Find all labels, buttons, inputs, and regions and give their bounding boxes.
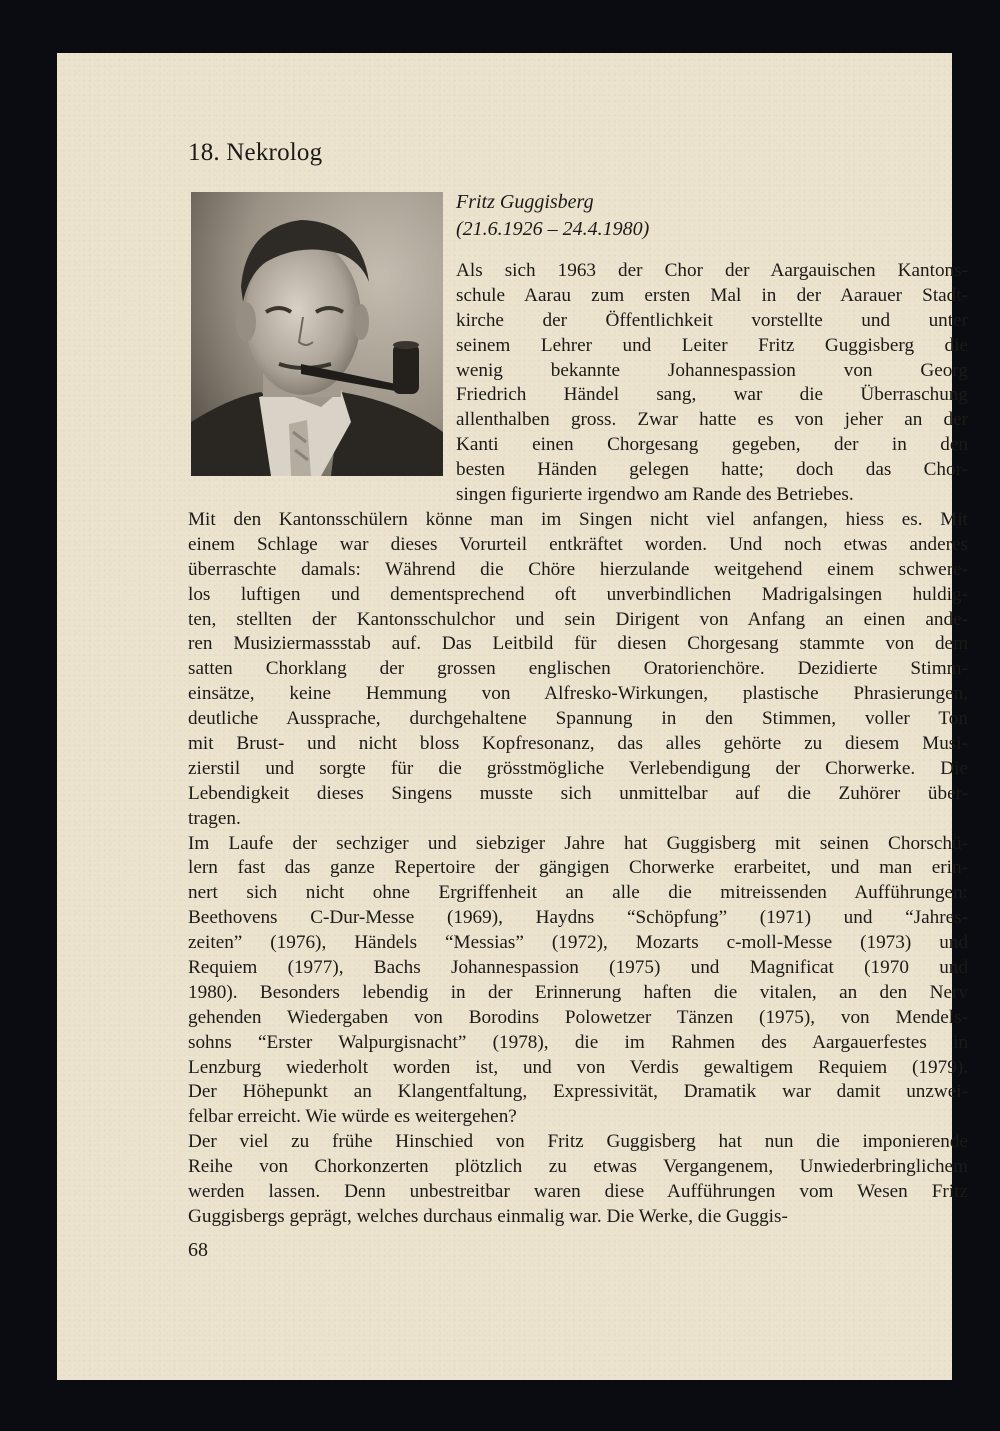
text-line: zeiten” (1976), Händels “Messias” (1972), Mozarts c-moll-Messe (1973) und xyxy=(188,932,968,954)
text-line: wenig bekannte Johannespassion von Georg xyxy=(456,359,968,381)
text-line: werden lassen. Denn unbestreitbar waren diese Aufführungen vom Wesen Fritz xyxy=(188,1181,968,1203)
text-line: Guggisbergs geprägt, welches durchaus einmalig war. Die Werke, die Guggis- xyxy=(188,1205,788,1227)
text-line: Der Höhepunkt an Klangentfaltung, Expressivität, Dramatik war damit unzwei- xyxy=(188,1081,968,1103)
text-line: gehenden Wiedergaben von Borodins Polowetzer Tänzen (1975), von Mendels- xyxy=(188,1006,968,1028)
text-line: zierstil und sorgte für die grösstmögliche Verlebendigung der Chorwerke. Die xyxy=(188,757,968,779)
text-line: sohns “Erster Walpurgisnacht” (1978), die im Rahmen des Aargauerfestes in xyxy=(188,1031,968,1053)
text-line: ten, stellten der Kantonsschulchor und sein Dirigent von Anfang an einen ande- xyxy=(188,608,968,630)
text-line: Reihe von Chorkonzerten plötzlich zu etwas Vergangenem, Unwiederbringlichem xyxy=(188,1156,968,1178)
text-line: Kanti einen Chorgesang gegeben, der in den xyxy=(456,434,968,456)
subject-name: Fritz Guggisberg xyxy=(456,191,594,213)
text-line: Der viel zu frühe Hinschied von Fritz Guggisberg hat nun die imponierende xyxy=(188,1131,968,1153)
text-line: 1980). Besonders lebendig in der Erinnerung haften die vitalen, an den Nerv xyxy=(188,981,968,1003)
portrait-photo xyxy=(191,192,443,476)
chapter-heading: 18. Nekrolog xyxy=(188,139,323,166)
text-line: ren Musiziermassstab auf. Das Leitbild für diesen Chorgesang stammte von dem xyxy=(188,633,968,655)
portrait-photo-icon xyxy=(191,192,443,476)
page-number: 68 xyxy=(188,1239,208,1261)
text-line: satten Chorklang der grossen englischen Oratorienchöre. Dezidierte Stimm- xyxy=(188,658,968,680)
body-paragraphs xyxy=(188,508,968,1230)
text-line: besten Händen gelegen hatte; doch das Chor- xyxy=(456,459,968,481)
text-line: Requiem (1977), Bachs Johannespassion (1975) und Magnificat (1970 und xyxy=(188,957,968,979)
text-line: tragen. xyxy=(188,807,241,829)
intro-paragraph xyxy=(456,259,968,508)
text-line: los luftigen und dementsprechend oft unverbindlichen Madrigalsingen huldig- xyxy=(188,583,968,605)
text-line: lern fast das ganze Repertoire der gängigen Chorwerke erarbeitet, und man erin- xyxy=(188,857,968,879)
text-line: Im Laufe der sechziger und siebziger Jahre hat Guggisberg mit seinen Chorschü- xyxy=(188,832,968,854)
text-line: nert sich nicht ohne Ergriffenheit an alle die mitreissenden Aufführungen: xyxy=(188,882,968,904)
text-line: felbar erreicht. Wie würde es weitergehen? xyxy=(188,1106,517,1128)
text-line: seinem Lehrer und Leiter Fritz Guggisberg die xyxy=(456,334,968,356)
text-line: deutliche Aussprache, durchgehaltene Spannung in den Stimmen, voller Ton xyxy=(188,708,968,730)
text-line: Mit den Kantonsschülern könne man im Singen nicht viel anfangen, hiess es. Mit xyxy=(188,509,968,530)
text-line: singen figurierte irgendwo am Rande des Betriebes. xyxy=(456,484,854,506)
text-line: mit Brust- und nicht bloss Kopfresonanz, das alles gehörte zu diesem Musi- xyxy=(188,733,968,755)
text-line: Lebendigkeit dieses Singens musste sich unmittelbar auf die Zuhörer über- xyxy=(188,782,968,804)
subject-dates: (21.6.1926 – 24.4.1980) xyxy=(456,218,650,240)
text-line: Friedrich Händel sang, war die Überraschung xyxy=(456,384,968,406)
text-line: einsätze, keine Hemmung von Alfresko-Wirkungen, plastische Phrasierungen, xyxy=(188,683,968,705)
text-line: überraschte damals: Während die Chöre hierzulande weitgehend einem schwere- xyxy=(188,558,968,580)
document-page xyxy=(57,53,968,1380)
text-line: Lenzburg wiederholt worden ist, und von Verdis gewaltigem Requiem (1979). xyxy=(188,1056,968,1078)
text-line: Als sich 1963 der Chor der Aargauischen Kantons- xyxy=(456,260,968,281)
obituary-heading xyxy=(456,189,649,243)
text-line: kirche der Öffentlichkeit vorstellte und unter xyxy=(456,309,968,331)
text-line: allenthalben gross. Zwar hatte es von jeher an der xyxy=(456,409,968,431)
text-line: einem Schlage war dieses Vorurteil entkräftet worden. Und noch etwas anderes xyxy=(188,533,968,555)
text-line: Beethovens C-Dur-Messe (1969), Haydns “Schöpfung” (1971) und “Jahres- xyxy=(188,907,968,929)
text-line: schule Aarau zum ersten Mal in der Aarauer Stadt- xyxy=(456,284,968,306)
